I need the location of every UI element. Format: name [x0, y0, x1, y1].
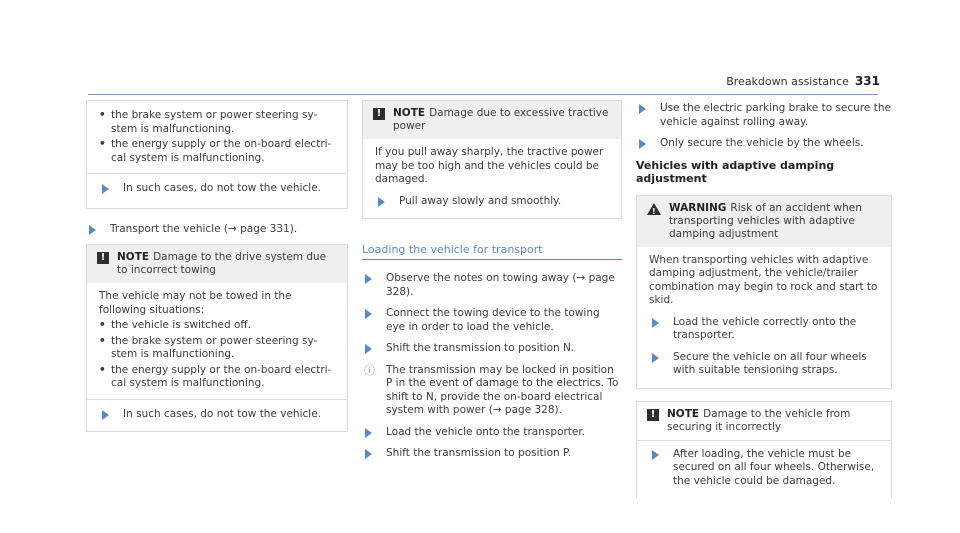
section-title: Vehicles with adaptive damping adjustment: [636, 158, 835, 185]
step-text: Secure the vehicle on all four wheels with suitable tensioning straps.: [673, 350, 867, 376]
step: [362, 307, 622, 334]
step-text: Connect the towing device to the towing eye in order to load the vehicle.: [386, 307, 600, 333]
continued-note-box: [86, 100, 348, 209]
step-arrow-icon: [365, 344, 372, 354]
step-arrow-icon: [652, 450, 659, 460]
note-box-securing: [636, 401, 892, 499]
step-arrow-icon: [365, 449, 372, 459]
page-number: 331: [854, 74, 880, 88]
step-text: Use the electric parking brake to secure the vehicle against rolling away.: [660, 102, 891, 128]
note-title: Damage to the drive system due to incorrect towing: [117, 251, 327, 276]
step-text: Load the vehicle correctly onto the transporter.: [673, 315, 857, 341]
exclamation-icon: !: [647, 409, 659, 421]
warning-label: WARNING: [669, 201, 727, 214]
warning-triangle-icon: !: [647, 203, 661, 215]
step-arrow-icon: [89, 225, 96, 235]
list-item: • the energy supply or the on-board electri-cal system is malfunctioning.: [99, 364, 337, 391]
list-item: • the brake system or power steering system is malfunctioning.: [99, 109, 337, 136]
warning-body: When transporting vehicles with adaptive damping adjustment, the vehicle/trailer combination may begin to rock and start to skid.: [649, 253, 878, 306]
column-1: [86, 100, 348, 432]
list-item: • the energy supply or the on-board electri-cal system is malfunctioning.: [99, 138, 337, 165]
step: [99, 408, 337, 422]
note-header: [87, 245, 347, 283]
step-text: Pull away slowly and smoothly.: [399, 194, 562, 207]
step: [649, 351, 881, 378]
step: [362, 342, 622, 356]
section-subtitle: Loading the vehicle for transport: [362, 243, 622, 260]
note-title: Damage to the vehicle from securing it incorrectly: [667, 407, 851, 433]
info-text: The transmission may be locked in position P in the event of damage to the electrics. To shift to N, provide the on-board electrical system with power (→ page 328).: [386, 363, 619, 416]
note-label: NOTE: [117, 251, 150, 263]
info-note: [362, 364, 622, 418]
step: [362, 272, 622, 299]
list-item: • the brake system or power steering system is malfunctioning.: [99, 335, 337, 362]
warning-title: Risk of an accident when transporting vehicles with adaptive damping adjustment: [669, 201, 862, 240]
step: [375, 195, 611, 209]
column-2: [362, 100, 622, 469]
note-label: NOTE: [667, 407, 700, 420]
step-text: In such cases, do not tow the vehicle.: [123, 182, 321, 194]
step-arrow-icon: [639, 104, 646, 114]
step-arrow-icon: [378, 197, 385, 207]
section-name: Breakdown assistance: [726, 75, 849, 88]
step: [649, 448, 881, 489]
note-intro: The vehicle may not be towed in the following situations:: [99, 290, 292, 316]
step-arrow-icon: [652, 353, 659, 363]
step: [362, 426, 622, 440]
note-header: [363, 101, 621, 139]
warning-header: [637, 196, 891, 247]
column-3: [636, 100, 892, 498]
step-arrow-icon: [365, 309, 372, 319]
step-text: In such cases, do not tow the vehicle.: [123, 407, 321, 420]
step-arrow-icon: [102, 410, 109, 420]
step-text: Shift the transmission to position P.: [386, 447, 572, 459]
step-text: Load the vehicle onto the transporter.: [386, 425, 586, 438]
step: [636, 102, 892, 129]
divider: [87, 399, 347, 400]
exclamation-icon: !: [97, 252, 109, 264]
step-arrow-icon: [365, 428, 372, 438]
step-arrow-icon: [365, 274, 372, 284]
page-header: [0, 74, 880, 88]
list-item: • the vehicle is switched off.: [99, 319, 337, 333]
warning-box: [636, 195, 892, 389]
step: [362, 447, 622, 461]
header-rule: [88, 94, 878, 95]
step-text[interactable]: Observe the notes on towing away (→ page 328).: [386, 272, 615, 298]
transport-step: [86, 223, 348, 237]
step: [636, 137, 892, 151]
step-arrow-icon: [102, 184, 109, 194]
note-body: If you pull away sharply, the tractive power may be too high and the vehicles could be damaged.: [375, 146, 604, 185]
step-arrow-icon: [652, 318, 659, 328]
step-text: After loading, the vehicle must be secured on all four wheels. Otherwise, the vehicle could be damaged.: [673, 447, 875, 487]
step-text: Shift the transmission to position N.: [386, 342, 575, 354]
step: [99, 182, 337, 196]
note-header: [637, 402, 891, 440]
step-arrow-icon: [639, 139, 646, 149]
step-text: Only secure the vehicle by the wheels.: [660, 137, 864, 149]
exclamation-icon: !: [373, 108, 385, 120]
info-icon: ⓘ: [364, 363, 375, 377]
note-box-towing: [86, 244, 348, 432]
transport-link-text[interactable]: Transport the vehicle (→ page 331).: [110, 222, 298, 235]
step: [649, 316, 881, 343]
note-title: Damage due to excessive tractive power: [393, 107, 609, 132]
note-label: NOTE: [393, 107, 426, 119]
note-box-tractive: [362, 100, 622, 219]
divider: [87, 173, 347, 174]
